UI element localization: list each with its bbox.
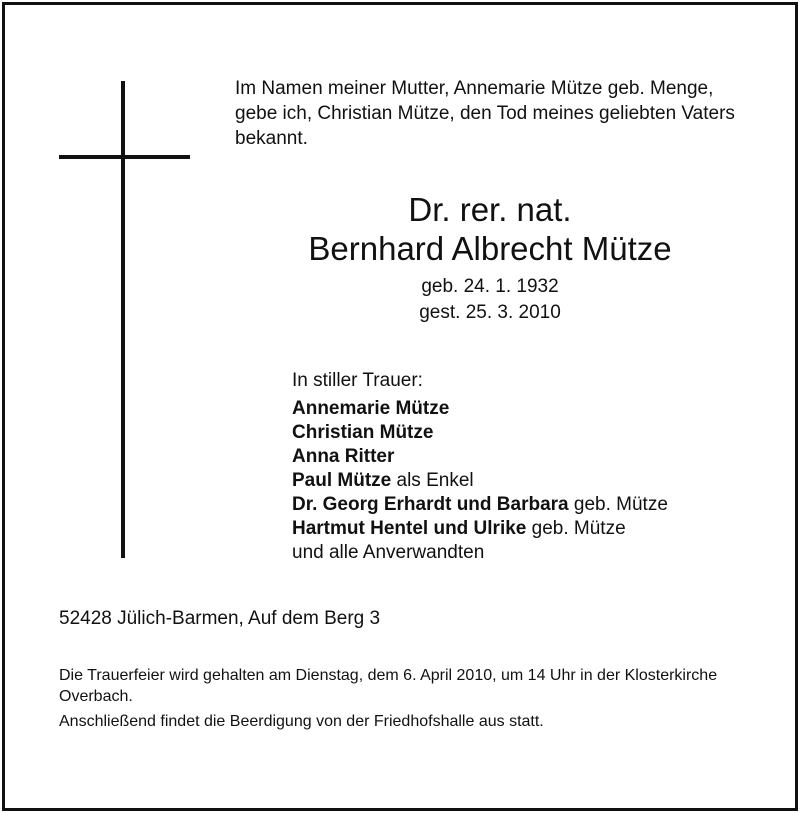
mourner-name: Hartmut Hentel und Ulrike [292, 518, 527, 539]
service-info [59, 665, 759, 732]
mourners-list [292, 369, 772, 565]
mourner-name: Dr. Georg Erhardt und Barbara [292, 494, 569, 515]
deceased-title: Dr. rer. nat. [408, 191, 572, 228]
mourner-entry [292, 469, 772, 493]
mourner-entry [292, 493, 772, 517]
mourner-name: Annemarie Mütze [292, 398, 450, 419]
mourner-suffix: als Enkel [391, 470, 474, 491]
mourner-entry [292, 517, 772, 541]
mourners-label: In stiller Trauer: [292, 370, 423, 391]
address: 52428 Jülich-Barmen, Auf dem Berg 3 [59, 608, 381, 629]
burial-details: Anschließend findet die Beerdigung von der Friedhofshalle aus statt. [59, 713, 544, 730]
cross-icon [121, 81, 125, 558]
mourner-suffix: geb. Mütze [568, 494, 668, 515]
cross-bar [59, 155, 190, 159]
deceased-block [230, 190, 750, 326]
mourner-name: Paul Mütze [292, 470, 392, 491]
deceased-name: Bernhard Albrecht Mütze [308, 230, 672, 267]
mourner-entry [292, 421, 772, 445]
mourners-closing: und alle Anverwandten [292, 542, 485, 563]
intro-text: Im Namen meiner Mutter, Annemarie Mütze geb. Menge, gebe ich, Christian Mütze, den Tod meines geliebten Vaters bekannt. [235, 78, 735, 149]
death-date: gest. 25. 3. 2010 [419, 302, 561, 323]
birth-date: geb. 24. 1. 1932 [421, 276, 559, 297]
service-details: Die Trauerfeier wird gehalten am Dienstag, dem 6. April 2010, um 14 Uhr in der Klosterkirche Overbach. [59, 667, 718, 705]
mourner-name: Christian Mütze [292, 422, 434, 443]
mourner-name: Anna Ritter [292, 446, 395, 467]
mourner-entry [292, 445, 772, 469]
mourner-suffix: geb. Mütze [526, 518, 626, 539]
mourner-entry [292, 397, 772, 421]
